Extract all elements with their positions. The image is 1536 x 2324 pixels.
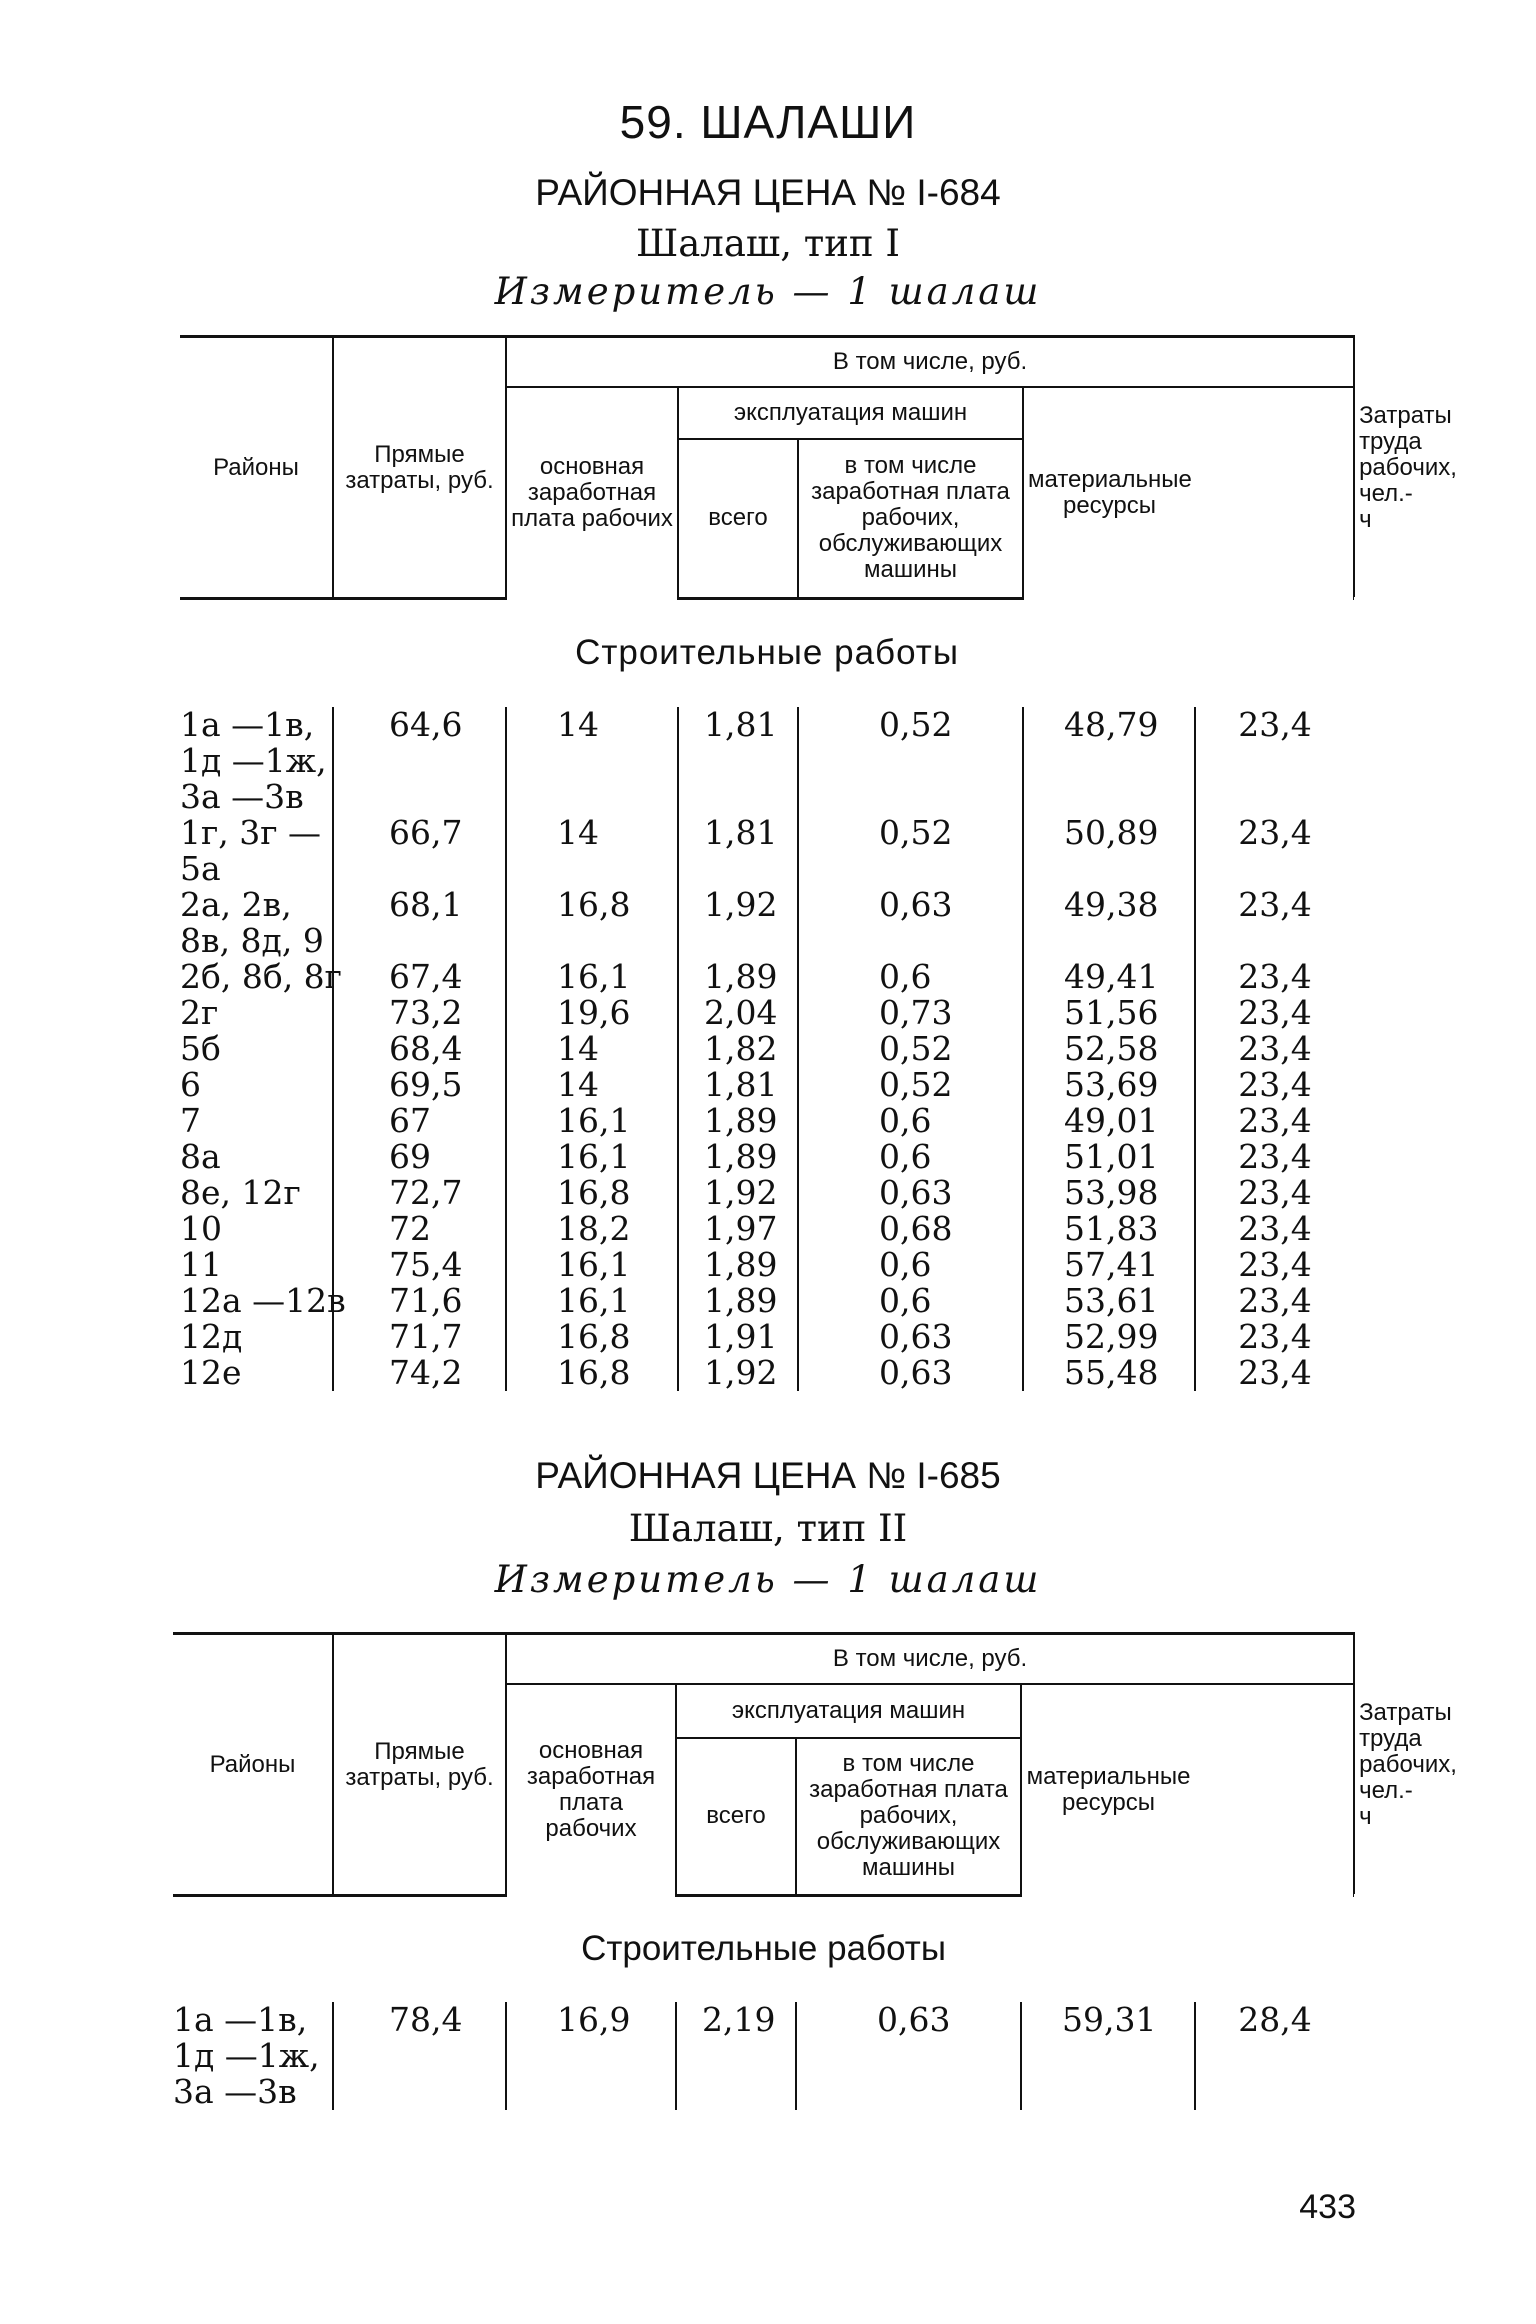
cell-region (180, 704, 333, 816)
cell-wage: 16,8 (506, 1355, 678, 1391)
cell-direct: 68,4 (333, 1031, 506, 1067)
cell-mat: 48,79 (1023, 707, 1195, 815)
cell-total: 2,04 (678, 995, 798, 1031)
region-line: 8а (180, 1136, 221, 1176)
header-including: В том числе, руб. (506, 337, 1354, 387)
header-incl-wage-machine-2: в том числе заработная плата рабочих, обслуживающих машины (796, 1738, 1021, 1896)
region-line: 12е (180, 1352, 242, 1392)
cell-direct: 72,7 (333, 1175, 506, 1211)
region-line: 2г (180, 992, 219, 1032)
cell-labor: 23,4 (1195, 959, 1354, 995)
cell-labor: 23,4 (1195, 1211, 1354, 1247)
price1-subtitle: Шалаш, тип I (636, 222, 900, 265)
cell-mwage: 0,63 (798, 887, 1023, 959)
cell-wage: 18,2 (506, 1211, 678, 1247)
cell-total: 1,81 (678, 815, 798, 887)
cell-mat: 49,38 (1023, 887, 1195, 959)
cell-mwage: 0,63 (798, 1175, 1023, 1211)
cell-direct: 66,7 (333, 815, 506, 887)
cell-mwage: 0,6 (798, 1247, 1023, 1283)
cell-direct: 74,2 (333, 1355, 506, 1391)
cell-mat: 49,01 (1023, 1103, 1195, 1139)
cell-direct: 64,6 (333, 707, 506, 815)
table-row (180, 887, 1354, 959)
cell-labor: 23,4 (1195, 815, 1354, 887)
price1-table: Районы Прямые затраты, руб. В том числе, руб. Затраты труда рабочих, чел.-ч основная заработная плата рабочих эксплуатация машин материальные ресурсы всего в том числе заработная плата рабочих, обслуживающих машины Строительные работы 1а —1в, 1д —1ж, 3а —3в 64,6 14 1,81 0,52 48,79 23,4 1г, 3г — 5а 66,7 14 1,81 0,52 50,89 23,4 2а, 2в, 8в, 8д, 9 68,1 16,8 1,92 0,63 49,38 23,4 2б, 8б, 8г 67,4 16,1 1,89 0,6 49,41 23,4 2г 73,2 19,6 2,04 0,73 51,56 23,4 5б 68,4 14 1,82 0,52 52,58 23,4 6 69,5 14 1,81 0,52 53,69 23,4 7 67 16,1 1,89 0,6 49,01 23,4 8а 69 16,1 1,89 0,6 51,01 23,4 8е, 12г 72,7 16,8 1,92 0,63 53,98 23,4 10 72 18,2 1,97 0,68 51,83 23,4 11 75,4 16,1 1,89 0,6 57,41 23,4 12а —12в 71,6 16,1 1,89 0,6 53,61 23,4 12д 71,7 16,8 1,91 0,63 52,99 23,4 12е 74,2 16,8 1,92 0,63 55,48 23,4 (180, 335, 1354, 1391)
cell-total: 1,81 (678, 707, 798, 815)
cell-region (180, 1064, 333, 1104)
cell-direct: 71,6 (333, 1283, 506, 1319)
region-line: 2а, 2в, (180, 884, 292, 924)
header-regions: Районы (180, 337, 333, 599)
price1-title: РАЙОННАЯ ЦЕНА № I-684 (535, 172, 1001, 213)
cell-wage: 19,6 (506, 995, 678, 1031)
table-row (180, 1031, 1354, 1067)
cell-labor: 23,4 (1195, 707, 1354, 815)
header-direct-costs: Прямые затраты, руб. (333, 337, 506, 599)
region-line: 3а —3в (173, 2071, 297, 2111)
region-line: 12д (180, 1316, 243, 1356)
cell-mwage: 0,52 (798, 1031, 1023, 1067)
price2-subtitle: Шалаш, тип II (628, 1507, 908, 1550)
cell-labor: 23,4 (1195, 887, 1354, 959)
cell-mat: 59,31 (1021, 2002, 1195, 2110)
header-materials-2: материальные ресурсы (1021, 1684, 1195, 1896)
cell-total: 1,91 (678, 1319, 798, 1355)
header-regions-2: Районы (173, 1634, 333, 1896)
cell-mwage: 0,6 (798, 1139, 1023, 1175)
cell-mwage: 0,52 (798, 707, 1023, 815)
cell-region (180, 1280, 346, 1320)
cell-labor: 23,4 (1195, 995, 1354, 1031)
cell-direct: 68,1 (333, 887, 506, 959)
cell-direct: 73,2 (333, 995, 506, 1031)
cell-labor: 23,4 (1195, 1175, 1354, 1211)
region-line: 5б (180, 1028, 221, 1068)
region-line: 11 (180, 1244, 222, 1284)
section-title: 59. ШАЛАШИ (619, 96, 917, 148)
header-total: всего (678, 439, 798, 599)
cell-labor: 23,4 (1195, 1283, 1354, 1319)
header-including-2: В том числе, руб. (506, 1634, 1354, 1684)
table-row (173, 2002, 1354, 2110)
cell-total: 1,92 (678, 887, 798, 959)
cell-region (173, 1999, 333, 2111)
cell-mat: 51,01 (1023, 1139, 1195, 1175)
cell-total: 1,92 (678, 1175, 798, 1211)
header-base-wage-2: основная заработная плата рабочих (506, 1684, 676, 1896)
cell-mwage: 0,63 (798, 1355, 1023, 1391)
region-line: 1г, 3г — (180, 812, 322, 852)
cell-total: 1,82 (678, 1031, 798, 1067)
cell-total: 1,89 (678, 1103, 798, 1139)
region-line: 8в, 8д, 9 (180, 920, 324, 960)
price2-table: Районы Прямые затраты, руб. В том числе, руб. Затраты труда рабочих, чел.-ч основная заработная плата рабочих эксплуатация машин материальные ресурсы всего в том числе заработная плата рабочих, обслуживающих машины Строительные работы 1а —1в, 1д —1ж, 3а —3в 78,4 16,9 2,19 0,63 59,31 28,4 (173, 1632, 1354, 2110)
cell-labor: 23,4 (1195, 1103, 1354, 1139)
cell-region (180, 1028, 333, 1068)
cell-total: 1,89 (678, 1283, 798, 1319)
cell-direct: 78,4 (333, 2002, 506, 2110)
cell-labor: 23,4 (1195, 1319, 1354, 1355)
cell-mat: 51,56 (1023, 995, 1195, 1031)
cell-mat: 49,41 (1023, 959, 1195, 995)
region-line: 1д —1ж, (180, 740, 327, 780)
table-row (180, 1211, 1354, 1247)
cell-direct: 75,4 (333, 1247, 506, 1283)
cell-wage: 14 (506, 1031, 678, 1067)
cell-direct: 72 (333, 1211, 506, 1247)
table-row (180, 1283, 1354, 1319)
cell-wage: 16,1 (506, 959, 678, 995)
cell-wage: 16,8 (506, 887, 678, 959)
cell-mwage: 0,6 (798, 1103, 1023, 1139)
cell-region (180, 1316, 333, 1356)
region-line: 10 (180, 1208, 222, 1248)
cell-mwage: 0,6 (798, 959, 1023, 995)
cell-wage: 16,9 (506, 2002, 676, 2110)
table-row (180, 995, 1354, 1031)
cell-region (180, 884, 333, 960)
price1-section-label: Строительные работы (575, 633, 959, 673)
cell-labor: 23,4 (1195, 1139, 1354, 1175)
cell-region (180, 956, 342, 996)
cell-mwage: 0,73 (798, 995, 1023, 1031)
cell-direct: 71,7 (333, 1319, 506, 1355)
price1-measure: Измеритель — 1 шалаш (494, 270, 1042, 313)
cell-direct: 69,5 (333, 1067, 506, 1103)
table-row (180, 707, 1354, 815)
header-materials: материальные ресурсы (1023, 387, 1195, 599)
region-line: 1а —1в, (173, 1999, 308, 2039)
cell-labor: 23,4 (1195, 1031, 1354, 1067)
cell-total: 1,89 (678, 959, 798, 995)
cell-wage: 16,8 (506, 1175, 678, 1211)
cell-total: 1,89 (678, 1247, 798, 1283)
cell-direct: 69 (333, 1139, 506, 1175)
cell-labor: 23,4 (1195, 1067, 1354, 1103)
cell-mwage: 0,52 (798, 815, 1023, 887)
cell-wage: 16,8 (506, 1319, 678, 1355)
price2-title: РАЙОННАЯ ЦЕНА № I-685 (535, 1455, 1001, 1496)
cell-region (180, 1352, 333, 1392)
cell-region (180, 1208, 333, 1248)
cell-mat: 53,98 (1023, 1175, 1195, 1211)
table-row (180, 1175, 1354, 1211)
cell-mat: 53,69 (1023, 1067, 1195, 1103)
price2-measure: Измеритель — 1 шалаш (494, 1558, 1042, 1601)
price2-section-label: Строительные работы (581, 1929, 946, 1969)
cell-mat: 50,89 (1023, 815, 1195, 887)
cell-mwage: 0,68 (798, 1211, 1023, 1247)
page-number: 433 (1299, 2188, 1356, 2226)
header-incl-wage-machine: в том числе заработная плата рабочих, обслуживающих машины (798, 439, 1023, 599)
header-total-2: всего (676, 1738, 796, 1896)
table-row (180, 1355, 1354, 1391)
cell-region (180, 1136, 333, 1176)
cell-labor: 23,4 (1195, 1355, 1354, 1391)
table-row (180, 1319, 1354, 1355)
cell-total: 1,89 (678, 1139, 798, 1175)
cell-mat: 52,99 (1023, 1319, 1195, 1355)
cell-region (180, 812, 333, 888)
cell-total: 1,81 (678, 1067, 798, 1103)
region-line: 2б, 8б, 8г (180, 956, 342, 996)
cell-mat: 57,41 (1023, 1247, 1195, 1283)
header-machine-operation-2: эксплуатация машин (676, 1684, 1021, 1738)
cell-mwage: 0,63 (798, 1319, 1023, 1355)
table-row (180, 1103, 1354, 1139)
cell-wage: 14 (506, 1067, 678, 1103)
cell-region (180, 1100, 333, 1140)
cell-mat: 53,61 (1023, 1283, 1195, 1319)
cell-mat: 55,48 (1023, 1355, 1195, 1391)
region-line: 1а —1в, (180, 704, 315, 744)
cell-wage: 16,1 (506, 1247, 678, 1283)
cell-direct: 67,4 (333, 959, 506, 995)
price2-rows (173, 1999, 1354, 2111)
cell-mwage: 0,52 (798, 1067, 1023, 1103)
cell-mat: 52,58 (1023, 1031, 1195, 1067)
cell-mwage: 0,6 (798, 1283, 1023, 1319)
table-row (180, 815, 1354, 887)
header-base-wage: основная заработная плата рабочих (506, 387, 678, 599)
cell-wage: 14 (506, 815, 678, 887)
cell-labor: 23,4 (1195, 1247, 1354, 1283)
cell-total: 1,92 (678, 1355, 798, 1391)
table-row (180, 959, 1354, 995)
cell-labor: 28,4 (1195, 2002, 1354, 2110)
cell-wage: 16,1 (506, 1139, 678, 1175)
region-line: 7 (180, 1100, 201, 1140)
cell-direct: 67 (333, 1103, 506, 1139)
cell-mwage: 0,63 (796, 2002, 1021, 2110)
region-line: 1д —1ж, (173, 2035, 320, 2075)
header-direct-costs-2: Прямые затраты, руб. (333, 1634, 506, 1896)
table-row (180, 1067, 1354, 1103)
cell-wage: 16,1 (506, 1283, 678, 1319)
region-line: 3а —3в (180, 776, 304, 816)
header-machine-operation: эксплуатация машин (678, 387, 1023, 439)
region-line: 12а —12в (180, 1280, 346, 1320)
cell-region (180, 1244, 333, 1284)
cell-region (180, 1172, 333, 1212)
price1-rows (180, 704, 1354, 1392)
region-line: 6 (180, 1064, 201, 1104)
cell-total: 1,97 (678, 1211, 798, 1247)
region-line: 5а (180, 848, 221, 888)
table-row (180, 1247, 1354, 1283)
region-line: 8е, 12г (180, 1172, 301, 1212)
cell-wage: 16,1 (506, 1103, 678, 1139)
cell-total: 2,19 (676, 2002, 796, 2110)
cell-region (180, 992, 333, 1032)
cell-mat: 51,83 (1023, 1211, 1195, 1247)
table-row (180, 1139, 1354, 1175)
cell-wage: 14 (506, 707, 678, 815)
